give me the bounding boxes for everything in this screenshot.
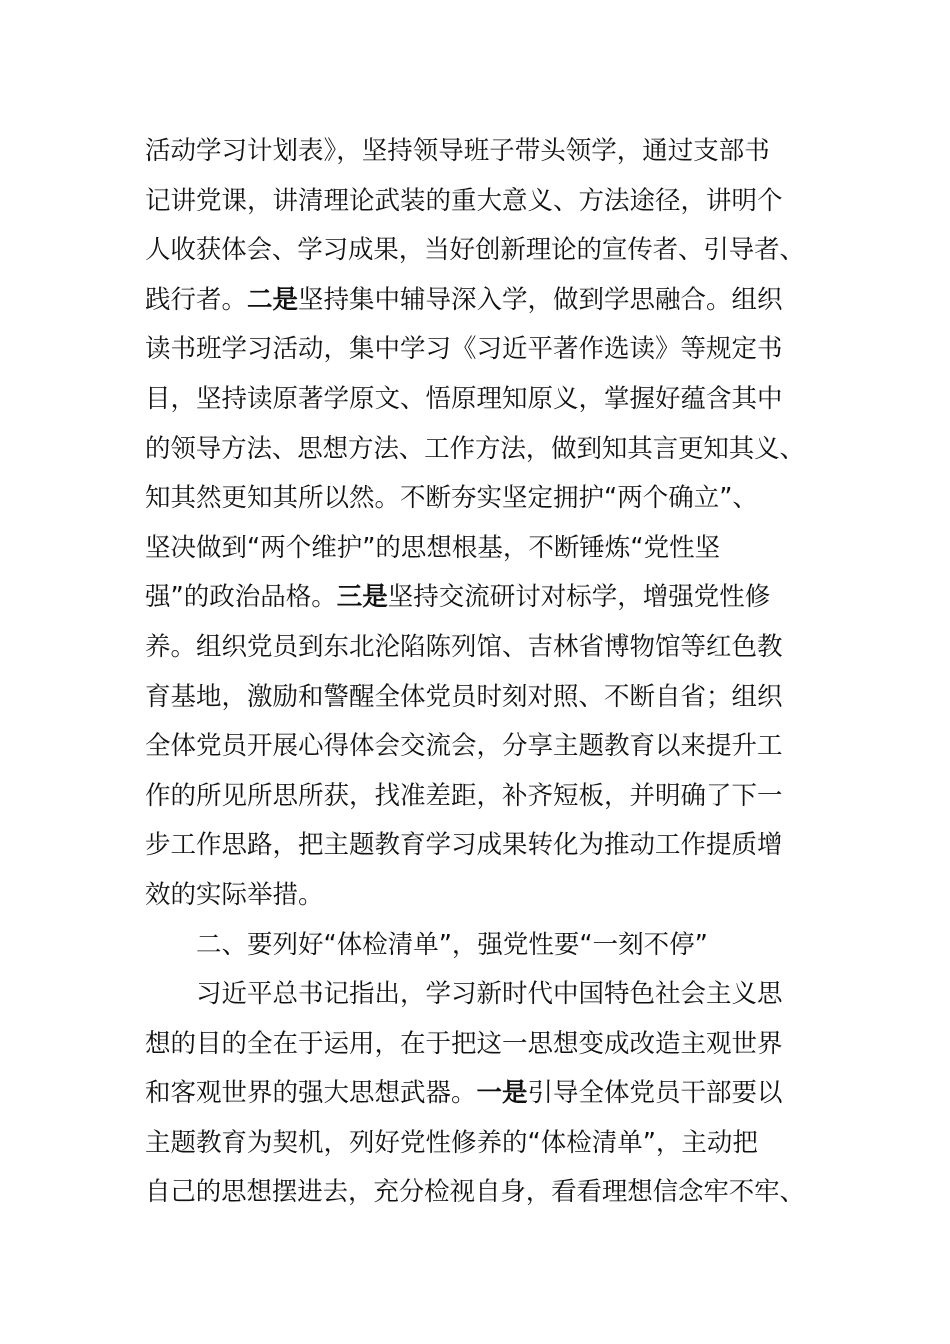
text-segment: 坚决做到“两个维护”的思想根基，不断锤炼“党性坚 [145, 532, 721, 563]
text-segment: 养。组织党员到东北沦陷陈列馆、吉林省博物馆等红色教 [145, 631, 783, 662]
text-segment: 引导全体党员干部要以 [527, 1078, 783, 1109]
text-line [145, 722, 805, 772]
text-segment: 坚持集中辅导深入学，做到学思融合。组织 [298, 284, 783, 315]
text-segment: 习近平总书记指出，学习新时代中国特色社会主义思 [196, 979, 783, 1010]
text-segment: 强”的政治品格。 [145, 582, 337, 613]
text-line [145, 1168, 805, 1218]
text-line [145, 127, 805, 177]
text-segment: 想的目的全在于运用，在于把这一思想变成改造主观世界 [145, 1028, 783, 1059]
bold-marker: 三是 [336, 582, 388, 613]
text-line [145, 276, 805, 326]
text-line [145, 177, 805, 227]
text-segment: 作的所见所思所获，找准差距，补齐短板，并明确了下一 [145, 780, 783, 811]
text-segment: 读书班学习活动，集中学习《习近平著作选读》等规定书 [145, 334, 783, 365]
text-line [145, 921, 805, 971]
text-segment: 知其然更知其所以然。不断夯实坚定拥护“两个确立”、 [145, 483, 758, 514]
text-line [145, 573, 805, 623]
body-text [145, 127, 805, 1218]
text-segment: 目，坚持读原著学原文、悟原理知原义，掌握好蕴含其中 [145, 383, 783, 414]
text-segment: 的领导方法、思想方法、工作方法，做到知其言更知其义、 [145, 433, 805, 464]
text-segment: 步工作思路，把主题教育学习成果转化为推动工作提质增 [145, 830, 783, 861]
text-line [145, 325, 805, 375]
text-line [145, 970, 805, 1020]
text-segment: 践行者。 [145, 284, 248, 315]
text-line [145, 375, 805, 425]
text-segment: 和客观世界的强大思想武器。 [145, 1078, 477, 1109]
text-line [145, 821, 805, 871]
text-segment: 主题教育为契机，列好党性修养的“体检清单”，主动把 [145, 1127, 758, 1158]
text-segment: 二、要列好“体检清单”，强党性要“一刻不停” [196, 929, 708, 960]
text-segment: 记讲党课，讲清理论武装的重大意义、方法途径，讲明个 [145, 185, 783, 216]
text-segment: 人收获体会、学习成果，当好创新理论的宣传者、引导者、 [145, 235, 805, 266]
text-line [145, 524, 805, 574]
text-line [145, 425, 805, 475]
bold-marker: 一是 [476, 1078, 528, 1109]
bold-marker: 二是 [247, 284, 299, 315]
text-segment: 效的实际举措。 [145, 879, 324, 910]
text-line [145, 772, 805, 822]
text-segment: 坚持交流研讨对标学，增强党性修 [387, 582, 771, 613]
text-segment: 活动学习计划表》，坚持领导班子带头领学，通过支部书 [145, 136, 770, 166]
text-segment: 育基地，激励和警醒全体党员时刻对照、不断自省；组织 [145, 681, 783, 712]
text-line [145, 474, 805, 524]
text-line [145, 1020, 805, 1070]
text-line [145, 226, 805, 276]
text-segment: 自己的思想摆进去，充分检视自身，看看理想信念牢不牢、 [145, 1177, 805, 1208]
text-line [145, 1069, 805, 1119]
text-line [145, 673, 805, 723]
text-line [145, 871, 805, 921]
text-segment: 全体党员开展心得体会交流会，分享主题教育以来提升工 [145, 731, 783, 762]
text-line [145, 1119, 805, 1169]
text-line [145, 623, 805, 673]
